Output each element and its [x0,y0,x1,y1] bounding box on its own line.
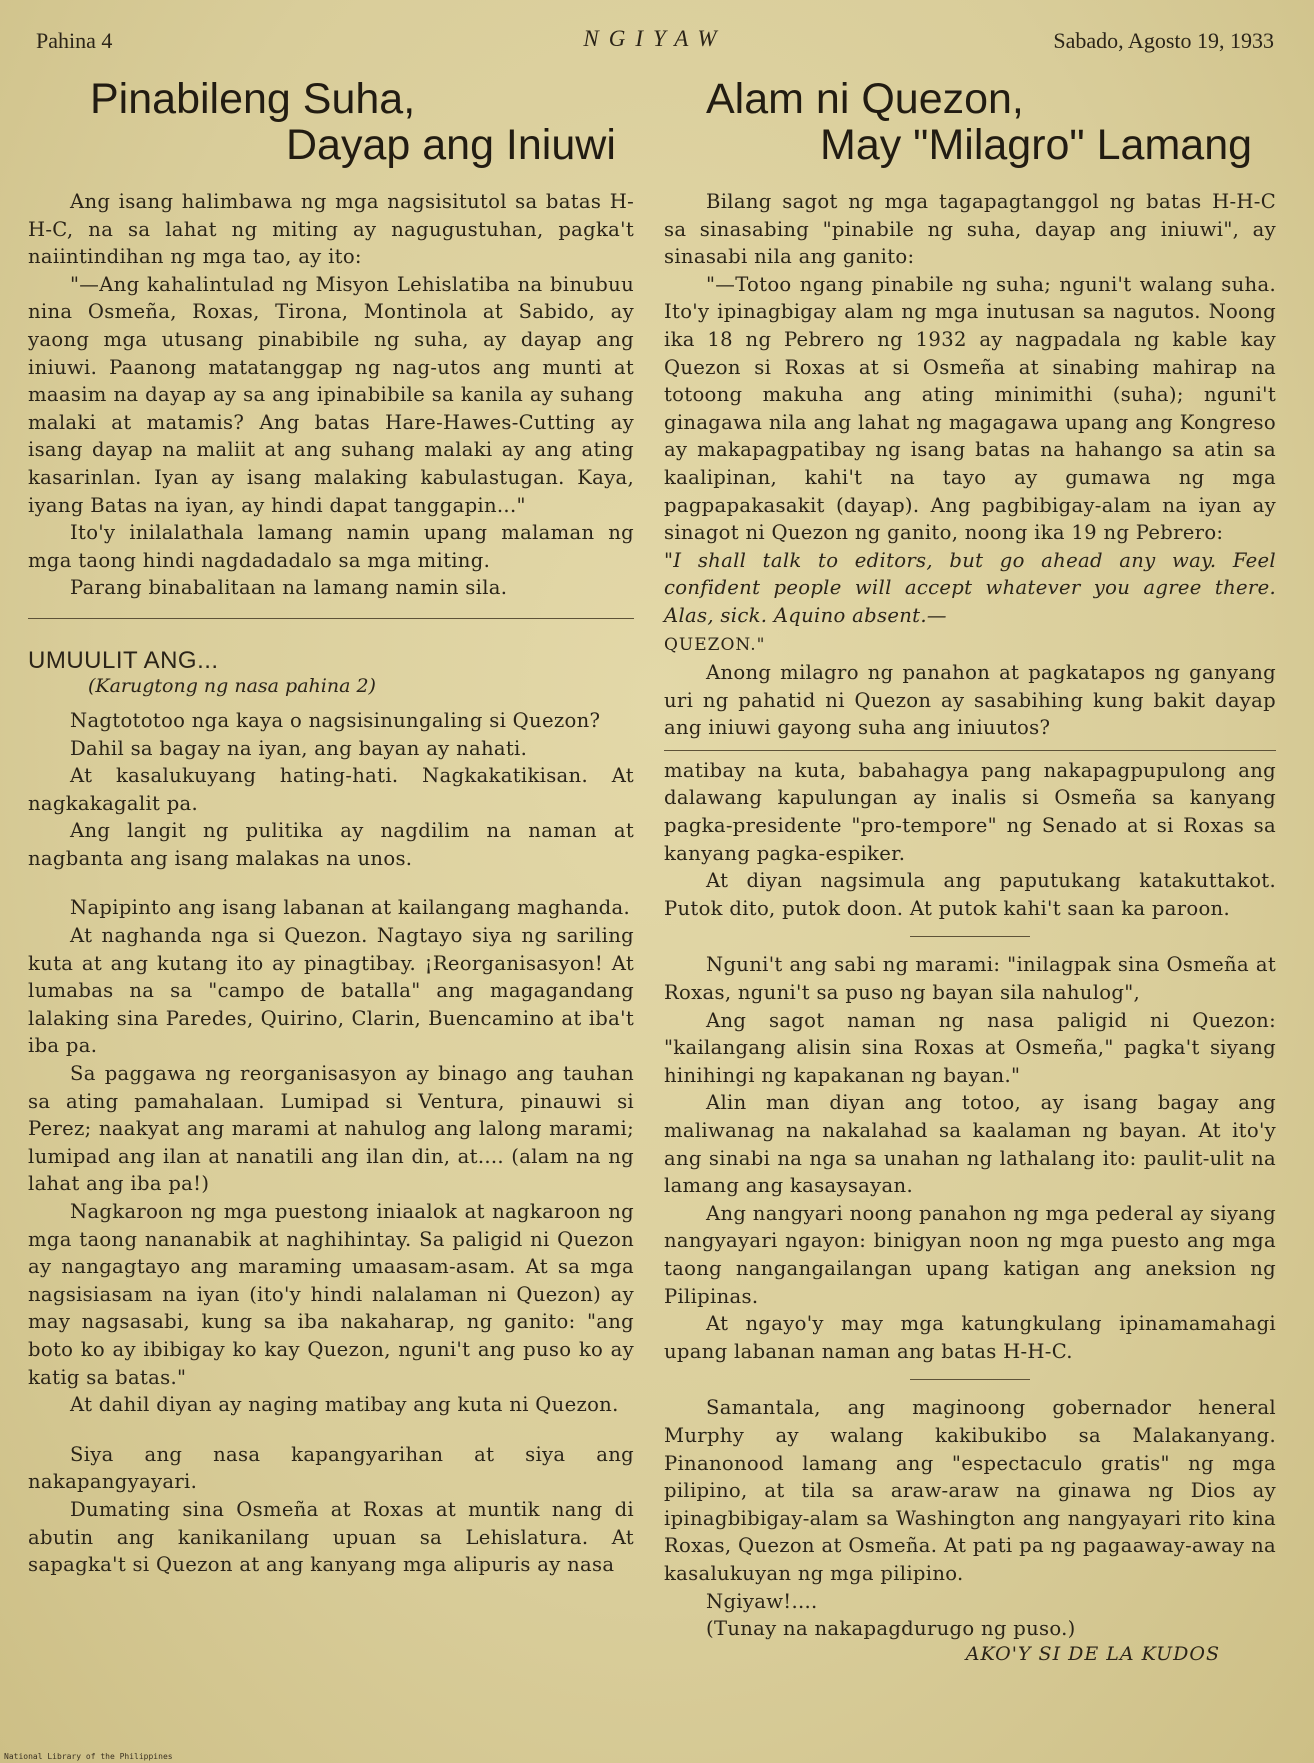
issue-date: Sabado, Agosto 19, 1933 [1053,28,1274,53]
right-article2-p10: (Tunay na nakapagdurugo ng puso.) [706,1617,1076,1641]
publication-name: NGIYAW [583,26,727,51]
right-headline [664,76,1276,168]
right-column [664,76,1276,1665]
right-article1-end: Anong milagro ng panahon at pagkatapos ng ganyang uri ng pahatid ni Quezon ay sasabihing kung bakit dayap ang iniuwi gayong suha ang iniuutos? [664,661,1276,740]
right-article2-p9: Ngiyaw!.... [706,1589,818,1613]
left-article2-p9: At dahil diyan ay naging matibay ang kuta ni Quezon. [70,1393,619,1417]
left-article2-p10: Siya ang nasa kapangyarihan at siya ang nakapangyayari. [28,1442,634,1494]
cable-signature: QUEZON." [664,634,766,655]
continuation-note: (Karugtong ng nasa pahina 2) [88,674,376,697]
right-article1-intro: Bilang sagot ng mga tagapagtanggol ng batas H-H-C sa sinasabing "pinabile ng suha, dayap ang iniuwi", ay sinasabi nila ang ganito: [664,190,1276,269]
left-article2-p4: Ang langit ng pulitika ay nagdilim na naman at nagbanta ang isang malakas na unos. [28,819,634,870]
left-article2-p11: Dumating sina Osmeña at Roxas at muntik nang di abutin ang kanikanilang upuan sa Lehislatura. At sapagka't si Quezon at ang kanyang mga alipuris ay nasa [28,1497,634,1577]
library-credit: National Library of the Philippines [4,1752,173,1761]
left-article2-p8: Nagkaroon ng mga puestong iniaalok at nagkaroon ng mga taong nananabik at naghihintay. Sa paligid ni Quezon ay nangagtayo ang maraming umaasam-asam. At sa mga nagsisiasam na iyan (ito'y hindi nalalaman ni Quezon) ay may nagsasabi, kung sa iba nakaharap, ng ganito: "ang boto ko ay ibibigay ko kay Quezon, nguni't ang puso ko ay katig sa batas." [28,1200,634,1389]
right-article2-p1: matibay na kuta, babahagya pang nakapagpupulong ang dalawang kapulungan ay inalis si Osmeña sa kanyang pagka-presidente "pro-tempore" ng Senado at si Roxas sa kanyang pagka-espiker. [664,758,1276,865]
right-article2-p5: Alin man diyan ang totoo, ay isang bagay ang maliwanag na nakalahad sa kaalaman ng bayan. At ito'y ang sinabi na nga sa unahan ng lathalang ito: paulit-ulit na lamang ang kasaysayan. [664,1091,1276,1198]
section-divider [664,750,1276,751]
right-article1-body: "—Totoo ngang pinabile ng suha; nguni't walang suha. Ito'y ipinagbigay alam ng mga inutusan sa nagutos. Noong ika 18 ng Pebrero ng 1932 ay nagpadala ng kable kay Quezon si Roxas at si Osmeña at sinabing mahirap na totoong makuha ang ating minimithi (suha); nguni't ginagawa nila ang lahat ng magagawa upang ang Kongreso ay makapagpatibay ng isang batas na hahango sa atin sa kaalipinan, kahi't na tayo ay gumawa ng mga pagpapakasakit (dayap). Ang pagbibigay-alam na iyan ay sinagot ni Quezon ng ganito, noong ika 19 ng Pebrero: [664,272,1276,545]
right-headline-line-2: May "Milagro" Lamang [820,121,1253,169]
short-divider [910,936,1030,937]
right-article2-p3: Nguni't ang sabi ng marami: "inilagpak sina Osmeña at Roxas, nguni't sa puso ng bayan sila nahulog", [664,953,1276,1005]
short-divider [910,1379,1030,1380]
right-article2-p6: Ang nangyari noong panahon ng mga pederal ay siyang nangyayari ngayon: binigyan noon ng mga puesto ang mga taong nangangailangan upang katigan ang aneksion ng Pilipinas. [664,1201,1276,1308]
left-article1-p1: Ang isang halimbawa ng mga nagsisitutol sa batas H-H-C, na sa lahat ng miting ay nagugustuhan, pagka't naiintindihan ng mga tao, ay ito: [28,190,634,269]
left-article2-p1: Nagtototoo nga kaya o nagsisinungaling si Quezon? [70,708,601,732]
author-byline: AKO'Y SI DE LA KUDOS [965,1642,1220,1665]
right-headline-line-1: Alam ni Quezon, [706,75,1024,123]
left-article2-p6: At naghanda nga si Quezon. Nagtayo siya ng sariling kuta at ang kutang ito ay pinagtibay. ¡Reorganisasyon! At lumabas na sa "campo de batalla" ang magagandang lalaking sina Paredes, Quirino, Clarin, Buencamino at iba't iba pa. [28,924,634,1058]
section-divider [28,618,634,619]
left-article2-p7: Sa paggawa ng reorganisasyon ay binago ang tauhan sa ating pamahalaan. Lumipad si Ventura, pinauwi si Perez; naakyat ang marami at nahulog ang lalong marami; lumipad ang ilan at nanatili ang ilan din, at.... (alam na ng lahat ang iba pa!) [28,1062,634,1196]
left-headline-line-2: Dayap ang Iniuwi [286,121,616,169]
right-article1-cable-sign [664,630,1276,660]
left-headline [28,76,634,168]
right-article1-cable [664,547,1276,630]
left-article2-p2: Dahil sa bagay na iyan, ang bayan ay nahati. [70,736,528,760]
continuation-subhead: UMUULIT ANG... [28,646,219,674]
cable-text: "I shall talk to editors, but go ahead any way. Feel confident people will accept whatever you agree there. Alas, sick. Aquino absent.— [664,548,1276,627]
page-header [36,24,1274,58]
left-article1-p2: "—Ang kahalintulad ng Misyon Lehislatiba na binubuu nina Osmeña, Roxas, Tirona, Montinola at Sabido, ay yaong mga utusang pinabibile ng suha, ay dayap ang iniuwi. Paanong matatanggap ng nag-utos ang munti at maasim na dayap ay sa ang ipinabibile sa kanila ay suhang malaki at matamis? Ang batas Hare-Hawes-Cutting ay isang dayap na maliit at ang suhang malaki ay ang ating kasarinlan. Iyan ay isang malaking kabulastugan. Kaya, iyang Batas na iyan, ay hindi dapat tanggapin..." [28,272,634,517]
right-article2-p7: At ngayo'y may mga katungkulang ipinamamahagi upang labanan naman ang batas H-H-C. [664,1312,1276,1363]
right-article2-p8: Samantala, ang maginoong gobernador heneral Murphy ay walang kakibukibo sa Malakanyang. Pinanonood lamang ang "espectaculo gratis" ng mga pilipino, at tila sa araw-araw na ginawa ng Dios ay ipinagbibigay-alam sa Washington ang nangyayari rito kina Roxas, Quezon at Osmeña. At pati pa ng pagaaway-away na kasalukuyan ng mga pilipino. [664,1396,1276,1585]
left-article2-p3: At kasalukuyang hating-hati. Nagkakatikisan. At nagkakagalit pa. [28,764,634,815]
left-article1-p4: Parang binabalitaan na lamang namin sila. [70,576,508,600]
right-article2-p2: At diyan nagsimula ang paputukang katakuttakot. Putok dito, putok doon. At putok kahi't saan ka paroon. [664,869,1276,920]
left-article1-p3: Ito'y inilalathala lamang namin upang malaman ng mga taong hindi nagdadadalo sa mga miting. [28,521,634,572]
left-column [28,76,634,1579]
left-article2-p5: Napipinto ang isang labanan at kailangang maghanda. [70,896,631,920]
right-article2-p4: Ang sagot naman ng nasa paligid ni Quezon: "kailangang alisin sina Roxas at Osmeña," pagka't siyang hinihingi ng kapakanan ng bayan." [664,1008,1276,1087]
page-number: Pahina 4 [36,28,113,53]
left-headline-line-1: Pinabileng Suha, [90,75,416,123]
